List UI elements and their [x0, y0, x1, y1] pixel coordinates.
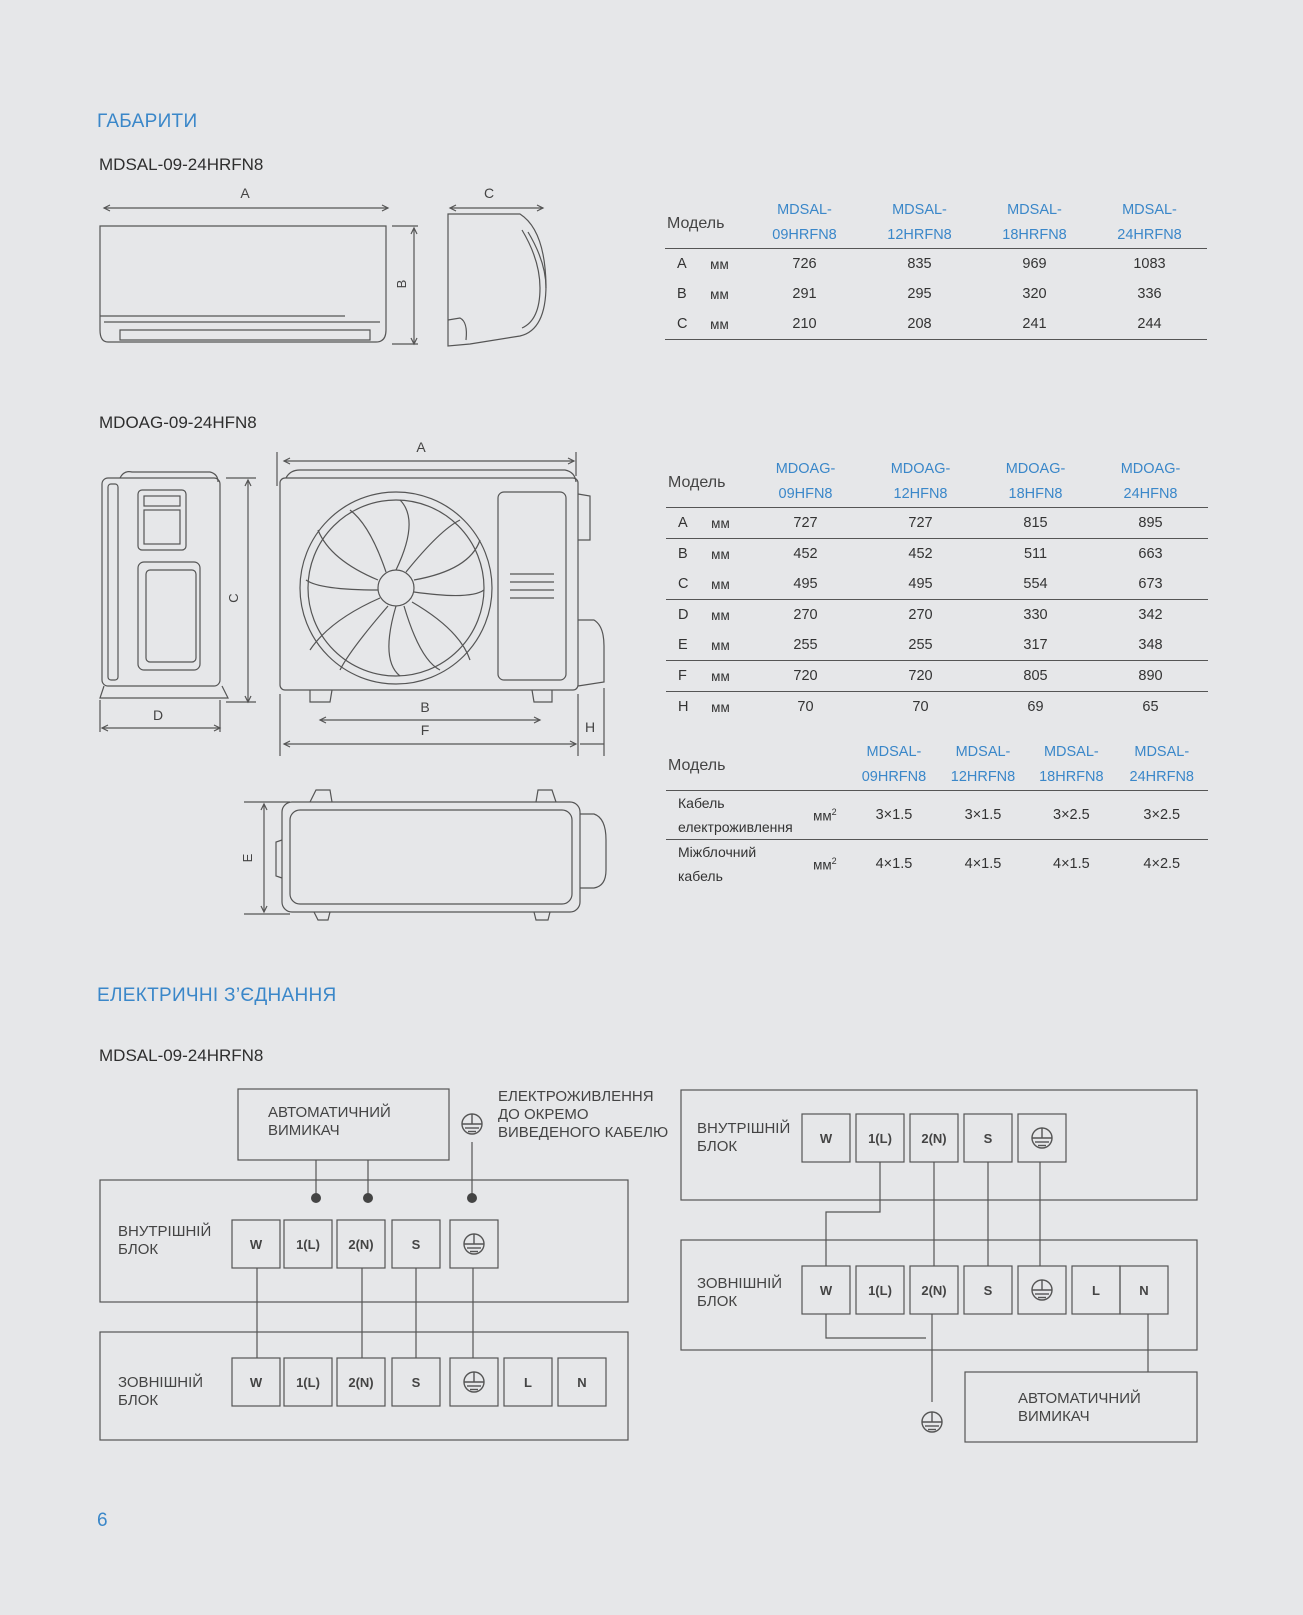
- indoor-dim-a-label: A: [240, 185, 250, 201]
- param-cell: A: [677, 256, 687, 272]
- value-cell: 208: [907, 316, 932, 332]
- outdoor-model-col-3-code: 18HFN8: [1008, 486, 1063, 502]
- unit-sup: 2: [831, 806, 837, 817]
- terminal-1l: 1(L): [868, 1131, 892, 1146]
- param-cell: E: [678, 637, 688, 653]
- outdoor-model-col-4: MDOAG-: [1120, 461, 1181, 477]
- unit-cell: мм: [711, 515, 730, 531]
- breaker-right-line2: ВИМИКАЧ: [1018, 1408, 1090, 1425]
- ground-icon: [462, 1114, 482, 1134]
- indoor-label-right-2: БЛОК: [697, 1138, 738, 1155]
- value-cell: 727: [793, 515, 818, 531]
- value-cell: 720: [908, 668, 933, 684]
- terminal-n: N: [1139, 1283, 1149, 1298]
- power-note-line3: ВИВЕДЕНОГО КАБЕЛЮ: [498, 1124, 669, 1141]
- indoor-model-col-1: MDSAL-: [777, 202, 832, 218]
- indoor-dimensions-table: [665, 198, 1207, 340]
- outdoor-dimensions-table: [666, 457, 1208, 722]
- value-cell: 969: [1022, 256, 1047, 272]
- param-cell: A: [678, 515, 688, 531]
- unit-cell: мм: [711, 699, 730, 715]
- cable-model-col-4-code: 24HRFN8: [1129, 769, 1194, 785]
- param-cell: C: [677, 316, 688, 332]
- value-cell: 291: [792, 286, 817, 302]
- cable-table-header: Модель: [668, 756, 726, 774]
- value-cell: 255: [908, 637, 933, 653]
- terminal-l: L: [524, 1375, 532, 1390]
- cable-model-col-2: MDSAL-: [955, 744, 1011, 760]
- indoor-model-col-2-code: 12HRFN8: [887, 227, 952, 243]
- value-cell: 348: [1138, 637, 1163, 653]
- outdoor-label-left-1: ЗОВНІШНІЙ: [118, 1374, 204, 1391]
- indoor-unit-drawing: [0, 0, 660, 360]
- cable-model-col-1: MDSAL-: [866, 744, 922, 760]
- unit-text: мм: [813, 808, 832, 824]
- ground-icon: [464, 1234, 484, 1254]
- power-note-line2: ДО ОКРЕМО: [498, 1106, 589, 1123]
- value-cell: 452: [793, 546, 818, 562]
- terminal-w: W: [819, 1131, 833, 1146]
- indoor-dim-b-label: B: [394, 279, 409, 289]
- value-cell: 3×2.5: [1053, 807, 1090, 823]
- value-cell: 4×1.5: [1053, 856, 1090, 872]
- value-cell: 495: [793, 576, 818, 592]
- outdoor-dim-a-label: A: [416, 439, 426, 455]
- outdoor-table-header: Модель: [668, 473, 726, 491]
- value-cell: 270: [793, 607, 818, 623]
- unit-cell: мм: [710, 286, 729, 302]
- value-cell: 3×2.5: [1143, 807, 1181, 823]
- value-cell: 69: [1027, 699, 1044, 715]
- outdoor-unit-drawing: [0, 430, 660, 930]
- outdoor-model-col-2: MDOAG-: [890, 461, 951, 477]
- unit-cell: мм: [711, 576, 730, 592]
- table-row: [666, 791, 1208, 840]
- terminal-2n: 2(N): [921, 1131, 947, 1146]
- value-cell: 255: [793, 637, 818, 653]
- junction-dot: [311, 1193, 321, 1203]
- value-cell: 4×1.5: [964, 856, 1002, 872]
- value-cell: 320: [1022, 286, 1047, 302]
- breaker-box-right: [965, 1372, 1197, 1442]
- cable-model-col-4: MDSAL-: [1134, 744, 1190, 760]
- value-cell: 336: [1137, 286, 1162, 302]
- outdoor-model-title: MDOAG-09-24HFN8: [99, 413, 257, 432]
- param-cell: F: [678, 668, 687, 684]
- param-line: Міжблочний: [678, 844, 757, 860]
- value-cell: 452: [908, 546, 933, 562]
- param-line: Кабель: [678, 795, 725, 811]
- cable-model-col-2-code: 12HRFN8: [950, 769, 1016, 785]
- value-cell: 815: [1023, 515, 1048, 531]
- page-number: 6: [97, 1510, 108, 1531]
- value-cell: 1083: [1133, 256, 1166, 272]
- terminal-s: S: [983, 1283, 993, 1298]
- outdoor-dim-h-label: H: [584, 719, 596, 735]
- outdoor-dim-b-label: B: [420, 699, 430, 715]
- section-title-dimensions: ГАБАРИТИ: [97, 111, 198, 132]
- param-cell: B: [677, 286, 687, 302]
- terminal-s: S: [411, 1237, 421, 1252]
- indoor-model-col-4: MDSAL-: [1122, 202, 1177, 218]
- value-cell: 495: [908, 576, 933, 592]
- outdoor-model-col-1-code: 09HFN8: [778, 486, 833, 502]
- value-cell: 70: [797, 699, 814, 715]
- unit-cell: мм: [711, 607, 730, 623]
- terminal-2n: 2(N): [348, 1237, 374, 1252]
- table-row: [666, 661, 1208, 692]
- table-row: [665, 309, 1207, 340]
- unit-cell: мм: [710, 256, 729, 272]
- terminal-2n: 2(N): [348, 1375, 374, 1390]
- cable-model-col-3: MDSAL-: [1043, 744, 1099, 760]
- ground-icon: [1032, 1280, 1052, 1300]
- value-cell: 244: [1137, 316, 1162, 332]
- terminal-s: S: [983, 1131, 993, 1146]
- unit-cell: мм: [711, 668, 730, 684]
- param-cell: B: [678, 546, 688, 562]
- table-row: [666, 539, 1208, 570]
- unit-cell: мм: [711, 546, 730, 562]
- terminal-1l: 1(L): [296, 1237, 320, 1252]
- table-row: [666, 600, 1208, 631]
- terminal-2n: 2(N): [921, 1283, 947, 1298]
- value-cell: 3×1.5: [964, 807, 1002, 823]
- terminal-w: W: [249, 1237, 263, 1252]
- param-cell: [666, 840, 807, 889]
- value-cell: 270: [908, 607, 933, 623]
- value-cell: 65: [1142, 699, 1159, 715]
- value-cell: 295: [907, 286, 932, 302]
- cable-table: [666, 740, 1208, 888]
- section-title-electrical: ЕЛЕКТРИЧНІ З’ЄДНАННЯ: [97, 985, 337, 1006]
- ground-icon: [464, 1372, 484, 1392]
- value-cell: 805: [1023, 668, 1048, 684]
- value-cell: 726: [792, 256, 817, 272]
- param-line: електроживлення: [678, 819, 793, 835]
- indoor-model-title: MDSAL-09-24HRFN8: [99, 155, 264, 174]
- indoor-label-right-1: ВНУТРІШНІЙ: [697, 1120, 791, 1137]
- unit-cell: [807, 791, 849, 840]
- terminal-n: N: [577, 1375, 587, 1390]
- value-cell: 330: [1023, 607, 1048, 623]
- unit-cell: мм: [711, 637, 730, 653]
- param-line: кабель: [678, 868, 723, 884]
- value-cell: 720: [793, 668, 818, 684]
- unit-text: мм: [813, 857, 832, 873]
- value-cell: 835: [907, 256, 932, 272]
- wiring-model-title: MDSAL-09-24HRFN8: [99, 1046, 264, 1065]
- indoor-model-col-2: MDSAL-: [892, 202, 947, 218]
- outdoor-dim-e-label: E: [240, 853, 255, 863]
- value-cell: 673: [1138, 576, 1163, 592]
- value-cell: 241: [1022, 316, 1047, 332]
- outdoor-dim-c-label: C: [226, 593, 241, 603]
- table-row: [665, 249, 1207, 280]
- value-cell: 3×1.5: [875, 807, 913, 823]
- terminal-w: W: [819, 1283, 833, 1298]
- value-cell: 70: [912, 699, 929, 715]
- junction-dot: [363, 1193, 373, 1203]
- value-cell: 727: [908, 515, 933, 531]
- indoor-table-header: Модель: [667, 214, 725, 232]
- outdoor-dim-f-label: F: [420, 722, 430, 738]
- cable-model-col-3-code: 18HRFN8: [1039, 769, 1104, 785]
- terminal-s: S: [411, 1375, 421, 1390]
- param-cell: [666, 791, 807, 840]
- table-row: [666, 630, 1208, 661]
- outdoor-label-right-1: ЗОВНІШНІЙ: [697, 1275, 783, 1292]
- unit-cell: [807, 840, 849, 889]
- cable-model-col-1-code: 09HRFN8: [861, 769, 927, 785]
- param-cell: D: [678, 607, 689, 623]
- terminal-1l: 1(L): [868, 1283, 892, 1298]
- value-cell: 317: [1023, 637, 1048, 653]
- value-cell: 511: [1023, 546, 1048, 562]
- table-row: [666, 569, 1208, 600]
- outdoor-model-col-4-code: 24HFN8: [1123, 486, 1178, 502]
- ground-icon: [1032, 1128, 1052, 1148]
- indoor-model-col-1-code: 09HRFN8: [772, 227, 837, 243]
- ground-icon: [922, 1412, 942, 1432]
- param-cell: H: [678, 699, 689, 715]
- unit-sup: 2: [831, 855, 837, 866]
- breaker-label-line2: ВИМИКАЧ: [268, 1122, 340, 1139]
- value-cell: 4×2.5: [1143, 856, 1181, 872]
- indoor-model-col-3-code: 18HRFN8: [1002, 227, 1067, 243]
- wiring-diagram: [0, 1080, 1303, 1460]
- value-cell: 342: [1138, 607, 1163, 623]
- outdoor-model-col-3: MDOAG-: [1005, 461, 1066, 477]
- unit-cell: мм: [710, 316, 729, 332]
- indoor-label-left-2: БЛОК: [118, 1241, 159, 1258]
- value-cell: 890: [1138, 668, 1163, 684]
- breaker-right-line1: АВТОМАТИЧНИЙ: [1018, 1390, 1141, 1407]
- outdoor-model-col-1: MDOAG-: [775, 461, 836, 477]
- power-note-line1: ЕЛЕКТРОЖИВЛЕННЯ: [498, 1088, 654, 1105]
- outdoor-label-left-2: БЛОК: [118, 1392, 159, 1409]
- value-cell: 4×1.5: [875, 856, 913, 872]
- outdoor-model-col-2-code: 12HFN8: [893, 486, 948, 502]
- indoor-label-left-1: ВНУТРІШНІЙ: [118, 1223, 212, 1240]
- breaker-label-line1: АВТОМАТИЧНИЙ: [268, 1104, 391, 1121]
- indoor-model-col-4-code: 24HRFN8: [1117, 227, 1182, 243]
- table-row: [665, 279, 1207, 309]
- table-row: [666, 840, 1208, 889]
- terminal-l: L: [1092, 1283, 1100, 1298]
- value-cell: 554: [1023, 576, 1048, 592]
- table-row: [666, 508, 1208, 539]
- outdoor-label-right-2: БЛОК: [697, 1293, 738, 1310]
- terminal-1l: 1(L): [296, 1375, 320, 1390]
- value-cell: 210: [792, 316, 817, 332]
- param-cell: C: [678, 576, 689, 592]
- value-cell: 663: [1138, 546, 1163, 562]
- indoor-dim-c-label: C: [483, 185, 495, 201]
- junction-dot: [467, 1193, 477, 1203]
- value-cell: 895: [1138, 515, 1163, 531]
- indoor-model-col-3: MDSAL-: [1007, 202, 1062, 218]
- terminal-w: W: [249, 1375, 263, 1390]
- outdoor-dim-d-label: D: [152, 707, 164, 723]
- table-row: [666, 692, 1208, 723]
